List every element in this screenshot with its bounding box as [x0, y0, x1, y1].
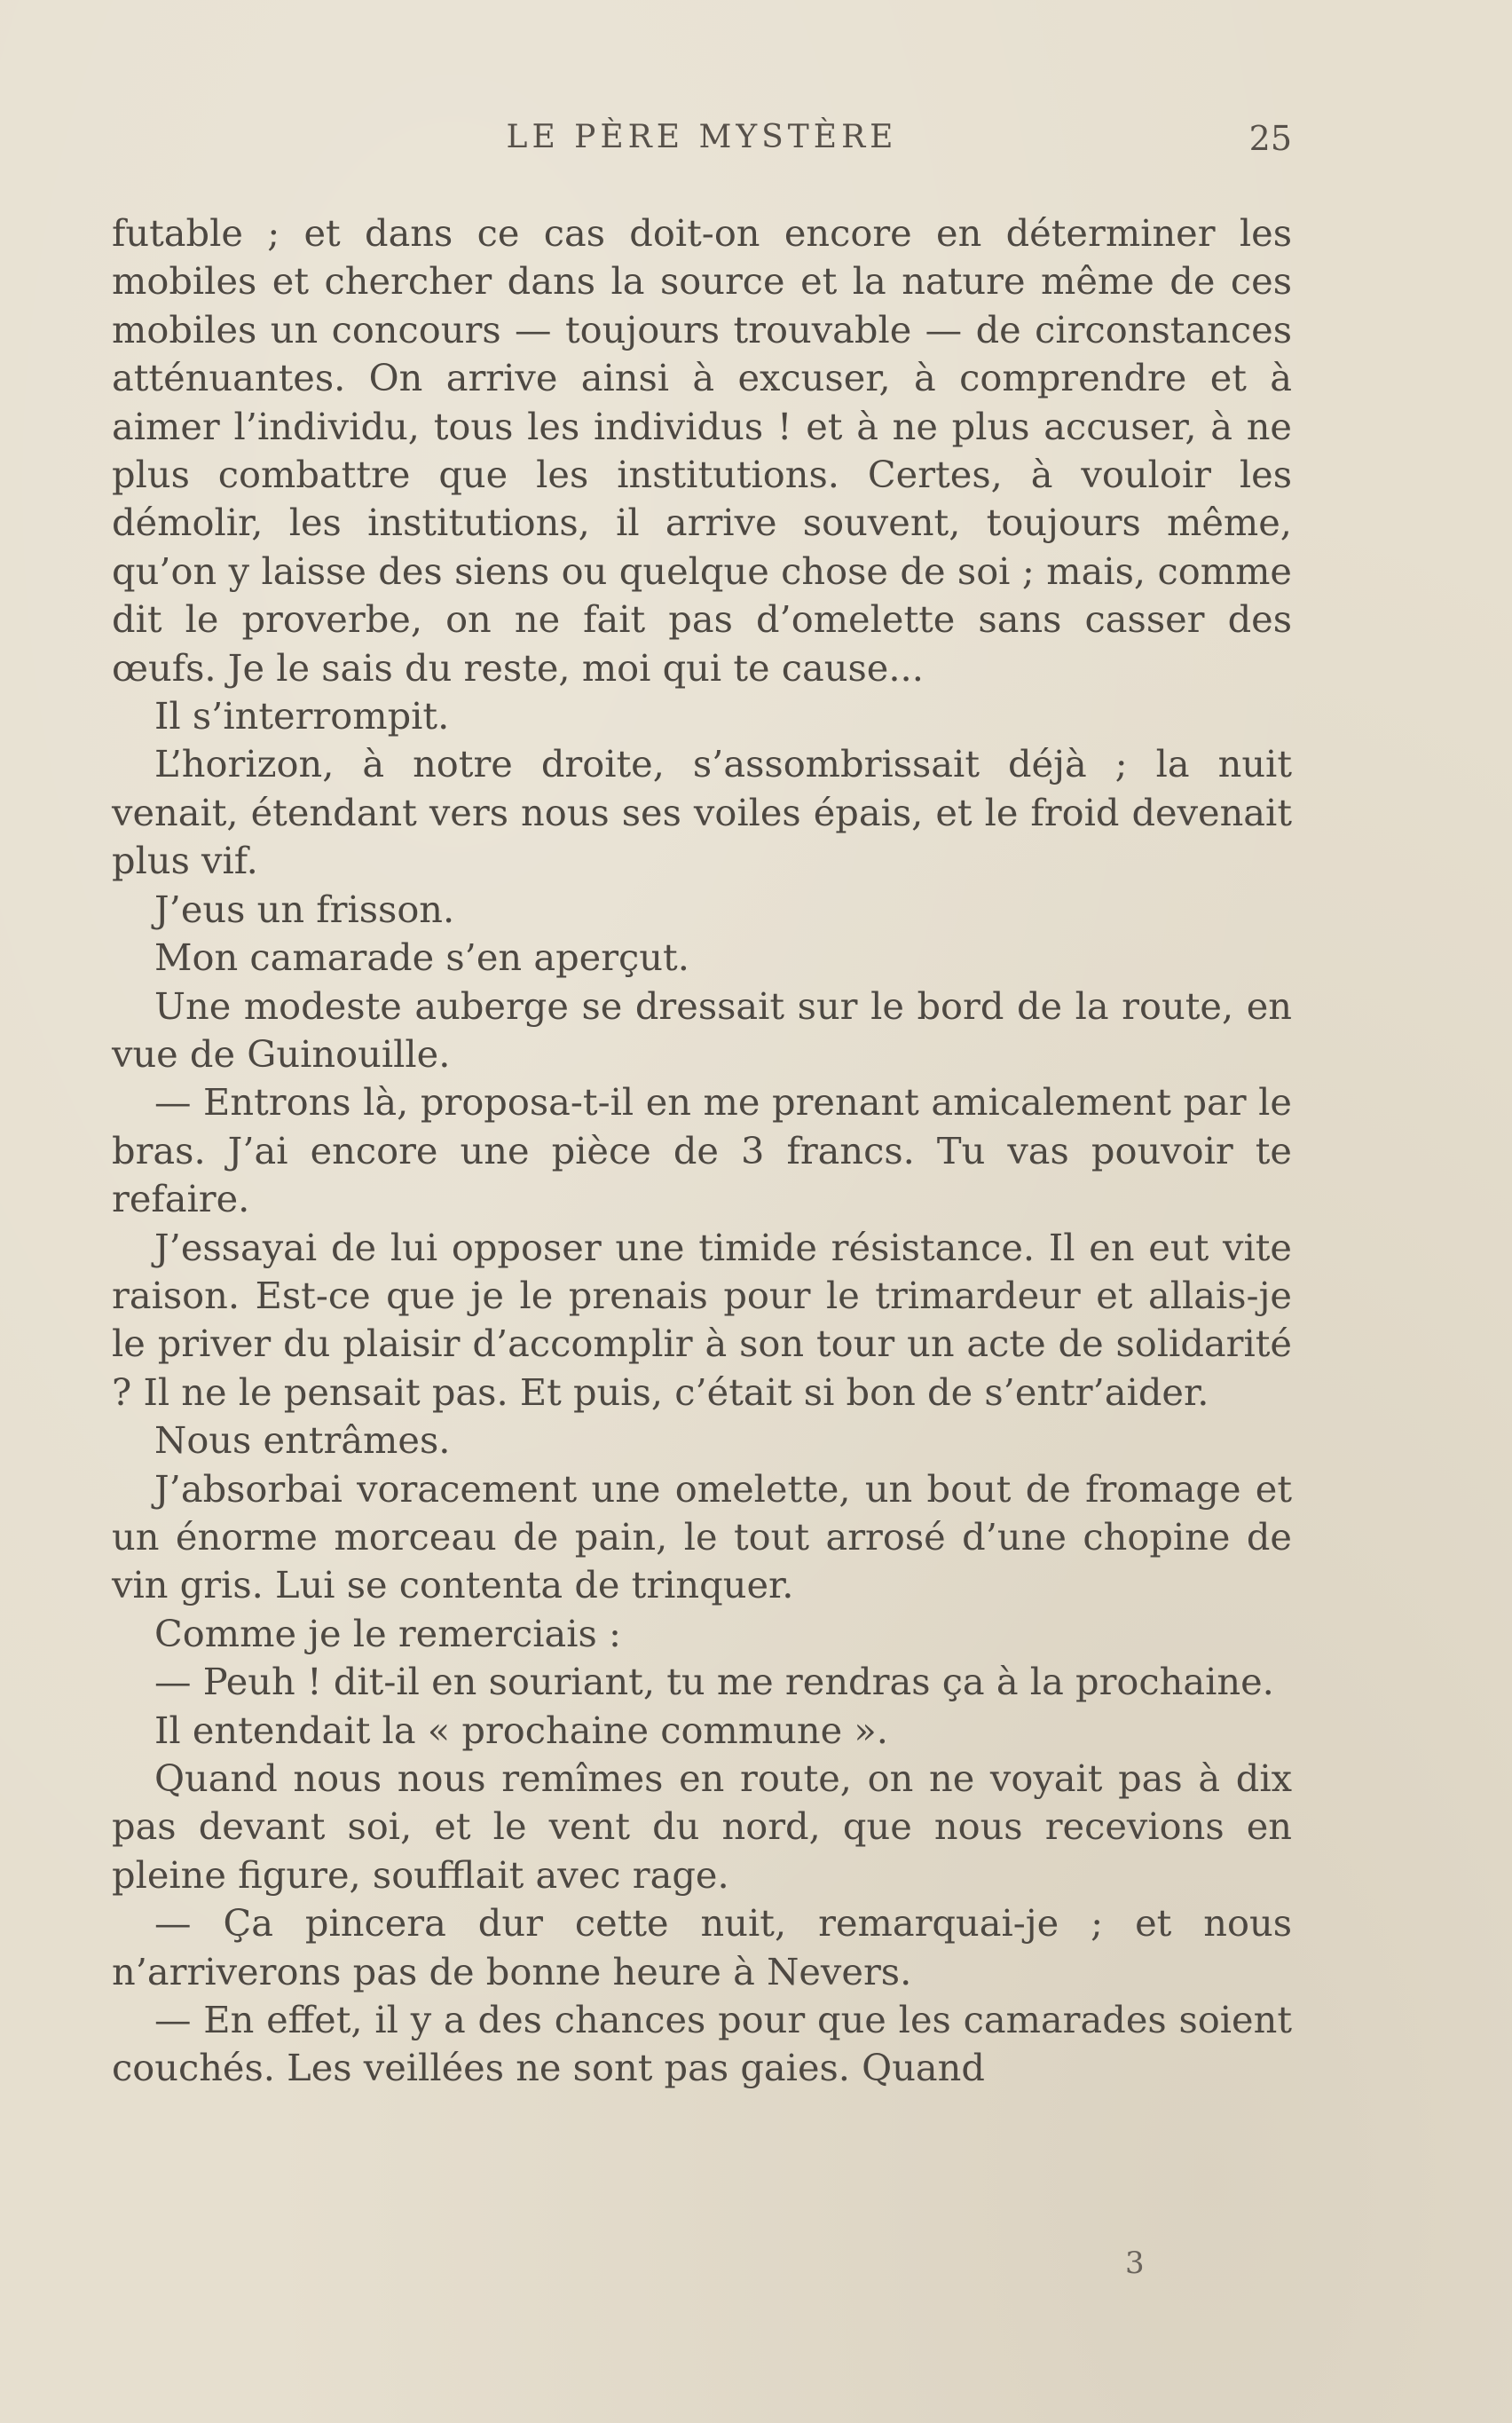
paragraph: L’horizon, à notre droite, s’assombrissait déjà ; la nuit venait, étendant vers nous ses voiles épais, et le froid devenait plus vif. [112, 742, 1292, 883]
paragraph: J’eus un frisson. [154, 887, 455, 931]
paragraph: Mon camarade s’en aperçut. [154, 935, 689, 980]
paragraph: Quand nous nous remîmes en route, on ne voyait pas à dix pas devant soi, et le vent du nord, que nous recevions en pleine figure, soufflait avec rage. [112, 1756, 1292, 1897]
page-header [112, 119, 1292, 163]
paragraph: Comme je le remerciais : [154, 1611, 621, 1655]
paragraph: — Entrons là, proposa-t-il en me prenant amicalement par le bras. J’ai encore une pièce de 3 francs. Tu vas pouvoir te refaire. [112, 1080, 1292, 1221]
page-number: 25 [1248, 119, 1292, 158]
signature-mark: 3 [1125, 2245, 1145, 2281]
paragraph: Nous entrâmes. [154, 1418, 451, 1463]
paragraph: J’absorbai voracement une omelette, un bout de fromage et un énorme morceau de pain, le tout arrosé d’une chopine de vin gris. Lui se contenta de trinquer. [112, 1466, 1292, 1607]
paragraph: Une modeste auberge se dressait sur le bord de la route, en vue de Guinouille. [112, 983, 1292, 1076]
paragraph: — Peuh ! dit-il en souriant, tu me rendras ça à la prochaine. [154, 1660, 1274, 1704]
paragraph: — En effet, il y a des chances pour que les camarades soient couchés. Les veillées ne sont pas gaies. Quand [112, 1998, 1292, 2090]
paragraph: J’essayai de lui opposer une timide résistance. Il en eut vite raison. Est-ce que je le prenais pour le trimardeur et allais-je le priver du plaisir d’accomplir à son tour un acte de solidarité ? Il ne le pensait pas. Et puis, c’était si bon de s’entr’aider. [112, 1225, 1292, 1414]
paragraph: — Ça pincera dur cette nuit, remarquai-je ; et nous n’arriverons pas de bonne heure à Nevers. [112, 1901, 1292, 1993]
body-text [112, 209, 1292, 2093]
paragraph: Il entendait la « prochaine commune ». [154, 1708, 888, 1752]
paragraph: futable ; et dans ce cas doit-on encore en déterminer les mobiles et chercher dans la source et la nature même de ces mobiles un concours — toujours trouvable — de circonstances atténuantes. On arrive ainsi à excuser, à comprendre et à aimer l’individu, tous les individus ! et à ne plus accuser, à ne plus combattre que les institutions. Certes, à vouloir les démolir, les institutions, il arrive souvent, toujours même, qu’on y laisse des siens ou quelque chose de soi ; mais, comme dit le proverbe, on ne fait pas d’omelette sans casser des œufs. Je le sais du reste, moi qui te cause... [112, 211, 1292, 690]
paragraph: Il s’interrompit. [154, 694, 450, 738]
running-title: LE PÈRE MYSTÈRE [506, 119, 898, 155]
